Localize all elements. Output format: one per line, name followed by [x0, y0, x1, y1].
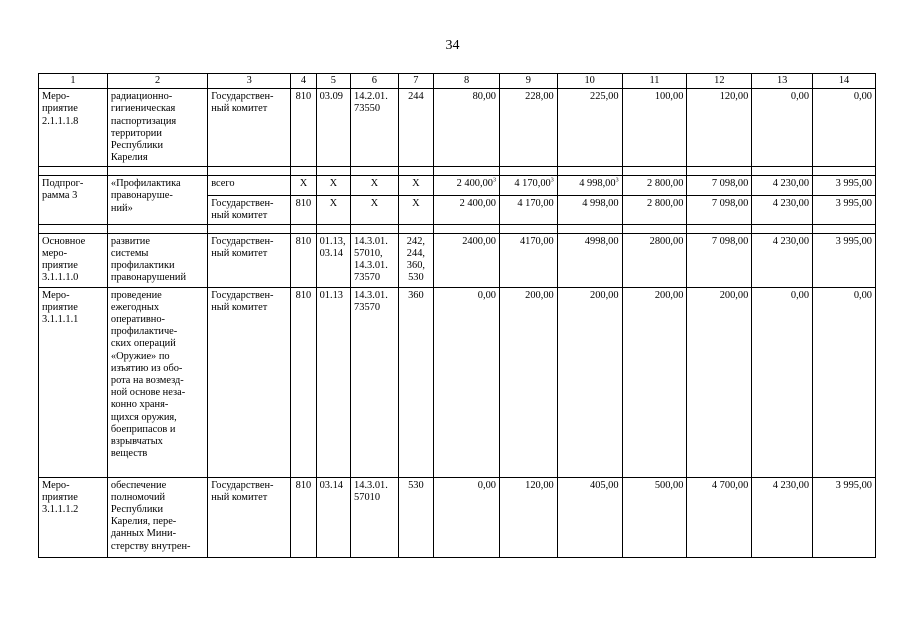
- grbs-code: 810: [291, 196, 316, 224]
- section-code: 03.14: [316, 477, 350, 557]
- value-cell: 4998,00: [557, 233, 622, 287]
- value-cell: 2 800,00: [622, 176, 687, 196]
- column-header: 5: [316, 74, 350, 89]
- section-code: X: [316, 196, 350, 224]
- value-cell: 3 995,00: [813, 233, 876, 287]
- column-header: 9: [499, 74, 557, 89]
- column-header: 8: [434, 74, 500, 89]
- page-number: 34: [445, 38, 460, 53]
- table-row: [39, 287, 876, 477]
- expense-type: X: [398, 176, 433, 196]
- expense-type: 360: [398, 287, 433, 477]
- expense-type: 244: [398, 89, 433, 167]
- column-header: 10: [557, 74, 622, 89]
- target-article: X: [351, 176, 399, 196]
- value-cell: 0,00: [813, 89, 876, 167]
- expense-type: X: [398, 196, 433, 224]
- value-cell: 7 098,00: [687, 176, 752, 196]
- item-description: «Профилактика правонаруше- ний»: [107, 176, 207, 224]
- footnote-mark: 3: [615, 177, 619, 184]
- value-cell: 120,00: [687, 89, 752, 167]
- table-row: [39, 176, 876, 196]
- header-row: [39, 74, 876, 89]
- executor: всего: [208, 176, 291, 196]
- value-cell: 200,00: [557, 287, 622, 477]
- value-cell: 200,00: [499, 287, 557, 477]
- target-article: 14.2.01. 73550: [351, 89, 399, 167]
- value-cell: 2 800,00: [622, 196, 687, 224]
- value-cell: 0,00: [752, 89, 813, 167]
- value-cell: 80,00: [434, 89, 500, 167]
- column-header: 3: [208, 74, 291, 89]
- section-code: 01.13, 03.14: [316, 233, 350, 287]
- item-code: Меро- приятие 3.1.1.1.2: [39, 477, 108, 557]
- item-code: Меро- приятие 3.1.1.1.1: [39, 287, 108, 477]
- value-cell: 4 700,00: [687, 477, 752, 557]
- expense-type: 530: [398, 477, 433, 557]
- item-description: радиационно- гигиеническая паспортизация территории Республики Карелия: [107, 89, 207, 167]
- value-cell: 4 230,00: [752, 196, 813, 224]
- executor: Государствен- ный комитет: [208, 89, 291, 167]
- footnote-mark: 3: [492, 177, 496, 184]
- executor: Государствен- ный комитет: [208, 233, 291, 287]
- value-cell: 0,00: [434, 477, 500, 557]
- executor: Государствен- ный комитет: [208, 287, 291, 477]
- column-header: 11: [622, 74, 687, 89]
- column-header: 12: [687, 74, 752, 89]
- value-cell: 4 230,00: [752, 176, 813, 196]
- value-cell: 0,00: [434, 287, 500, 477]
- value-cell: 200,00: [687, 287, 752, 477]
- expense-type: 242, 244, 360, 530: [398, 233, 433, 287]
- executor: Государствен- ный комитет: [208, 196, 291, 224]
- value-cell: 4 170,00: [499, 196, 557, 224]
- column-header: 1: [39, 74, 108, 89]
- table-row: [39, 89, 876, 167]
- section-code: 01.13: [316, 287, 350, 477]
- item-code: Основное меро- приятие 3.1.1.1.0: [39, 233, 108, 287]
- value-cell: 225,00: [557, 89, 622, 167]
- column-header: 6: [351, 74, 399, 89]
- value-cell: 2400,00: [434, 233, 500, 287]
- item-description: развитие системы профилактики правонарушений: [107, 233, 207, 287]
- item-code: Меро- приятие 2.1.1.1.8: [39, 89, 108, 167]
- item-code: Подпрог- рамма 3: [39, 176, 108, 224]
- table-row: [39, 233, 876, 287]
- value-cell: 2 400,00$^3$: [434, 176, 500, 196]
- item-description: проведение ежегодных оперативно- профилактиче- ских операций «Оружие» по изъятию из обо- рота на возмезд- ной основе неза- конно храня- щихся оружия, боеприпасов и взрывчатых веществ: [107, 287, 207, 477]
- target-article: 14.3.01. 57010: [351, 477, 399, 557]
- value-cell: 3 995,00: [813, 196, 876, 224]
- value-cell: 2800,00: [622, 233, 687, 287]
- item-description: обеспечение полномочий Республики Карелия, пере- данных Мини- стерству внутрен-: [107, 477, 207, 557]
- spacer-row: [39, 224, 876, 233]
- value-cell: 4170,00: [499, 233, 557, 287]
- value-cell: 7 098,00: [687, 233, 752, 287]
- target-article: 14.3.01. 57010, 14.3.01. 73570: [351, 233, 399, 287]
- column-header: 13: [752, 74, 813, 89]
- section-code: 03.09: [316, 89, 350, 167]
- value-cell: 4 230,00: [752, 233, 813, 287]
- target-article: 14.3.01. 73570: [351, 287, 399, 477]
- budget-table: [38, 73, 876, 558]
- table-row: [39, 477, 876, 557]
- value-cell: 2 400,00: [434, 196, 500, 224]
- column-header: 2: [107, 74, 207, 89]
- value-cell: 4 170,00$^3$: [499, 176, 557, 196]
- value-cell: 200,00: [622, 287, 687, 477]
- value-cell: 100,00: [622, 89, 687, 167]
- grbs-code: 810: [291, 287, 316, 477]
- value-cell: 4 230,00: [752, 477, 813, 557]
- value-cell: 4 998,00$^3$: [557, 176, 622, 196]
- value-cell: 3 995,00: [813, 477, 876, 557]
- value-cell: 4 998,00: [557, 196, 622, 224]
- column-header: 14: [813, 74, 876, 89]
- executor: Государствен- ный комитет: [208, 477, 291, 557]
- grbs-code: 810: [291, 233, 316, 287]
- value-cell: 0,00: [813, 287, 876, 477]
- value-cell: 228,00: [499, 89, 557, 167]
- value-cell: 7 098,00: [687, 196, 752, 224]
- target-article: X: [351, 196, 399, 224]
- value-cell: 405,00: [557, 477, 622, 557]
- section-code: X: [316, 176, 350, 196]
- value-cell: 500,00: [622, 477, 687, 557]
- column-header: 7: [398, 74, 433, 89]
- grbs-code: 810: [291, 89, 316, 167]
- value-cell: 0,00: [752, 287, 813, 477]
- grbs-code: X: [291, 176, 316, 196]
- spacer-row: [39, 167, 876, 176]
- footnote-mark: 3: [550, 177, 554, 184]
- grbs-code: 810: [291, 477, 316, 557]
- value-cell: 3 995,00: [813, 176, 876, 196]
- value-cell: 120,00: [499, 477, 557, 557]
- column-header: 4: [291, 74, 316, 89]
